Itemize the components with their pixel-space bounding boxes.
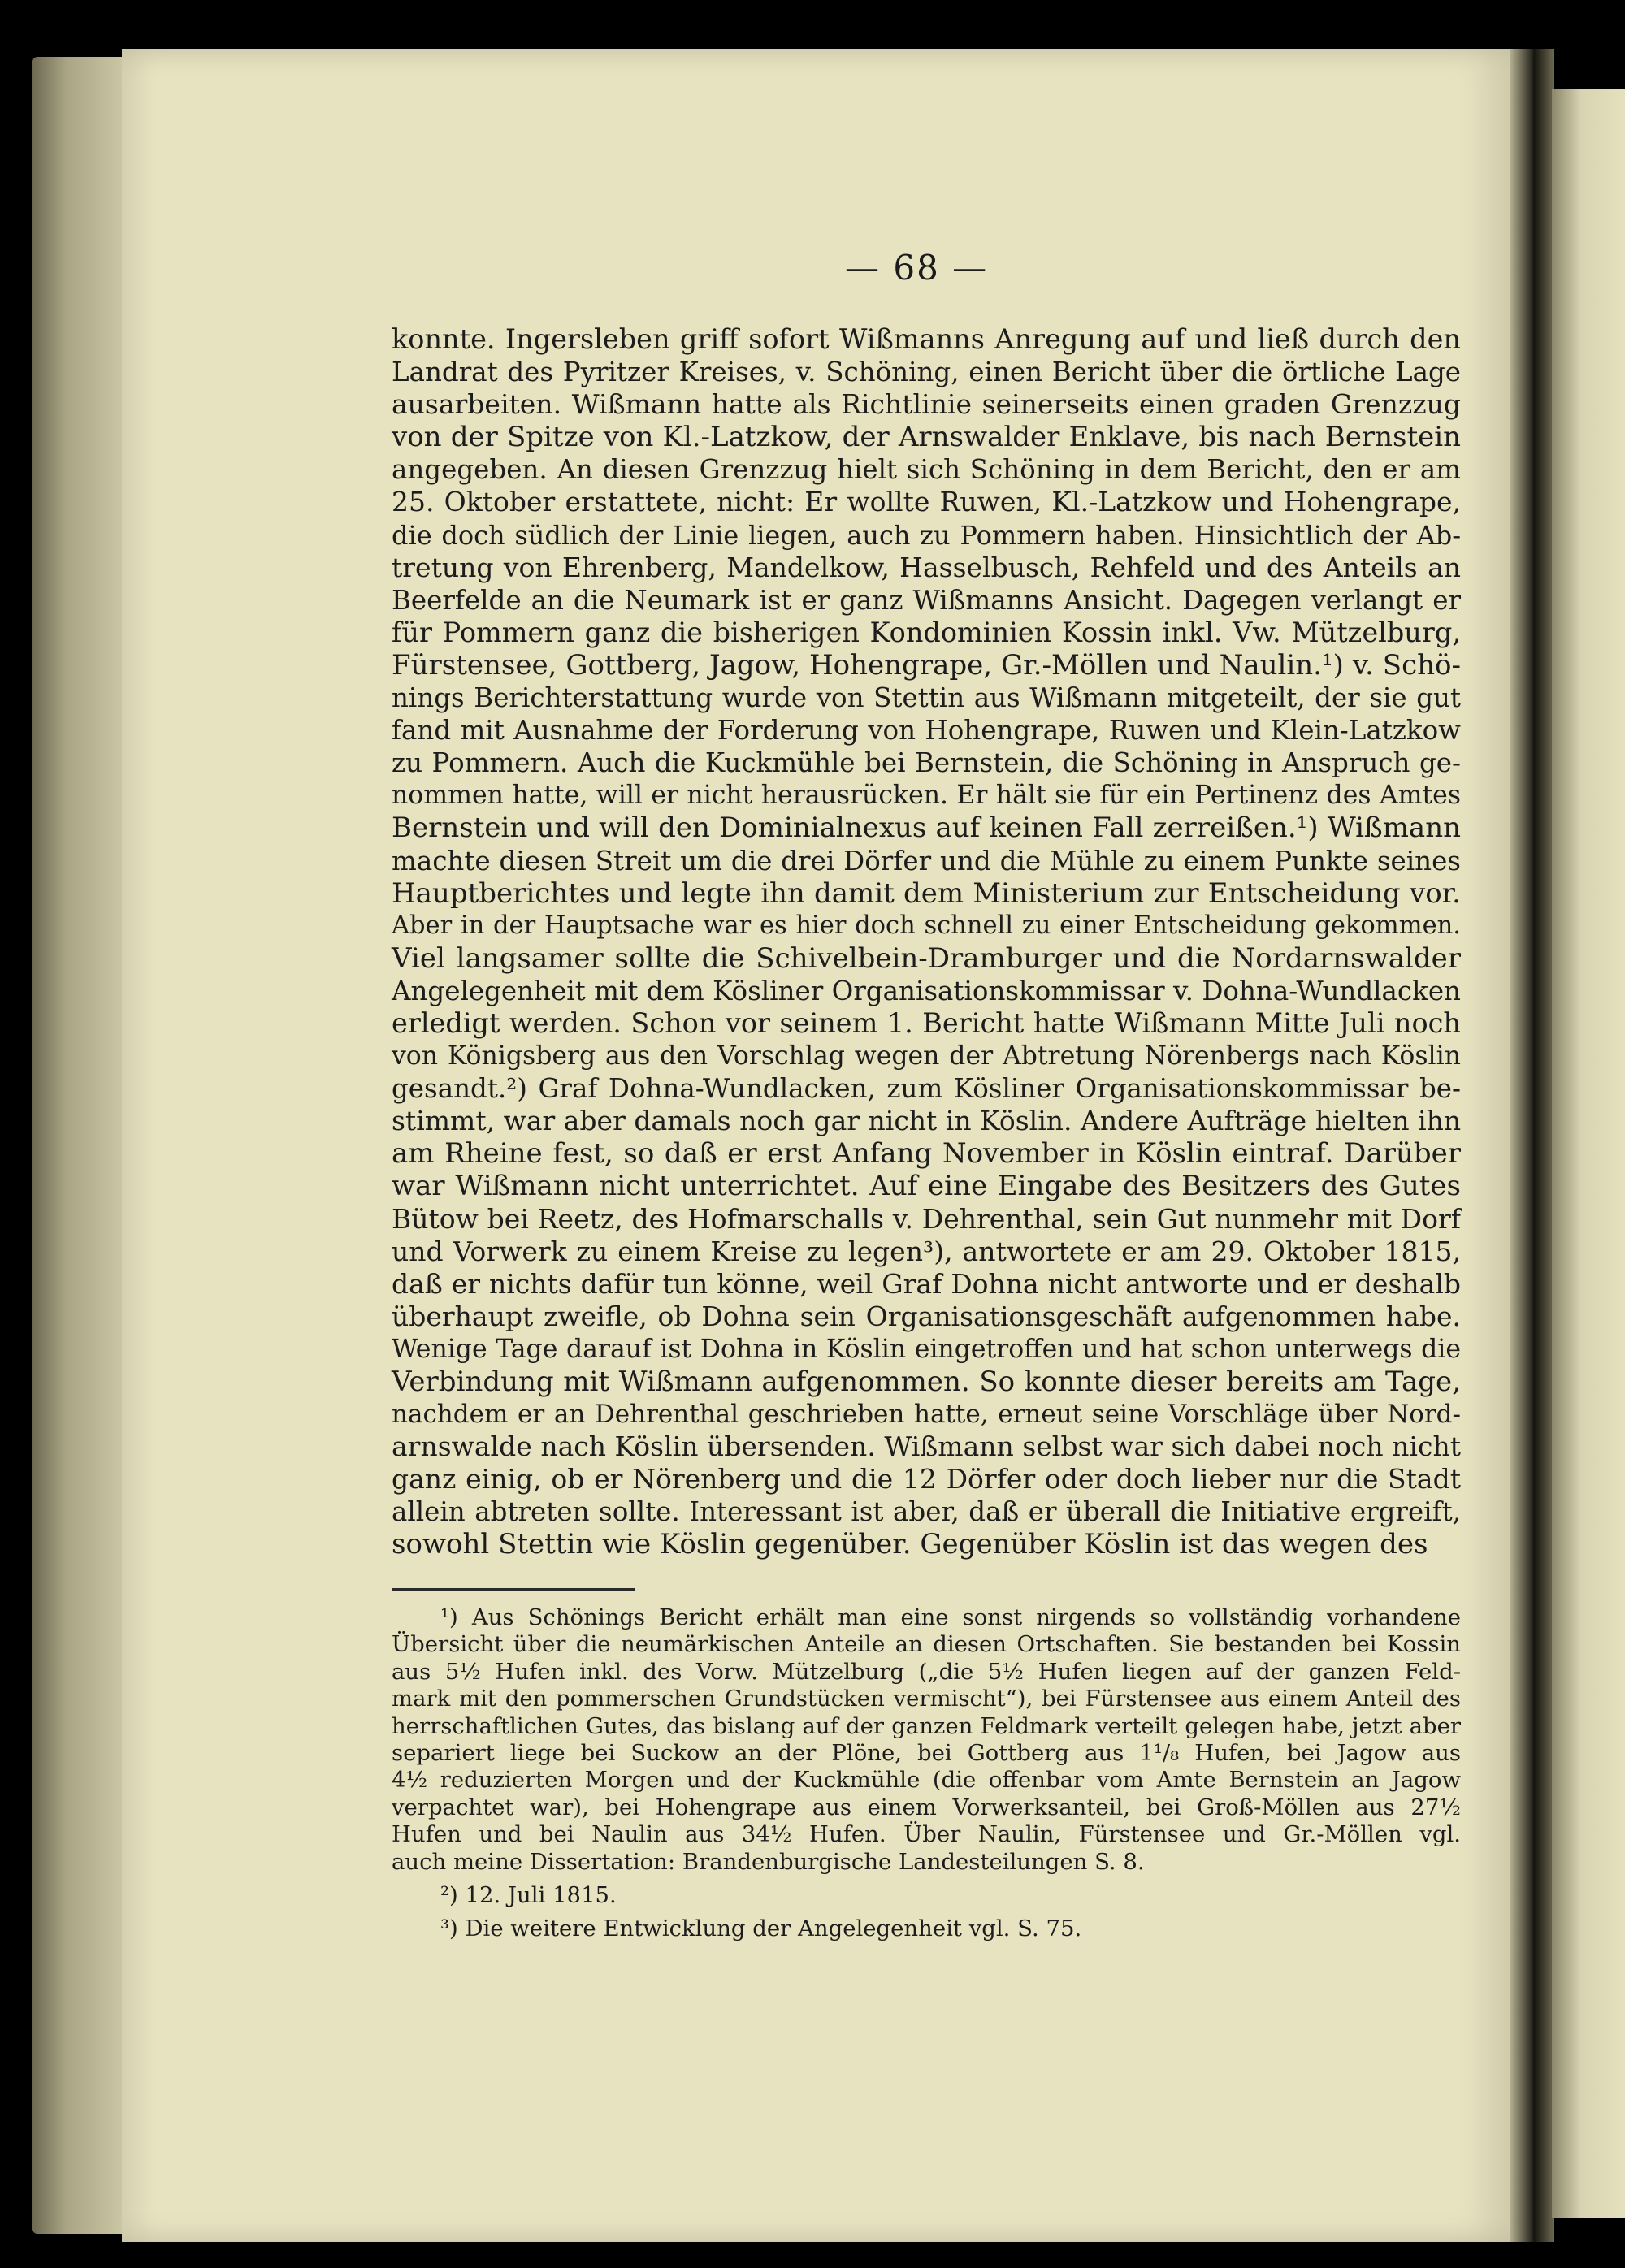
text-line: war Wißmann nicht unterrichtet. Auf eine Eingabe des Besitzers des Gutes bbox=[392, 1170, 1461, 1203]
text-line: arnswalde nach Köslin übersenden. Wißmann selbst war sich dabei noch nicht bbox=[392, 1430, 1461, 1463]
text-line: und Vorwerk zu einem Kreise zu legen³), antwortete er am 29. Oktober 1815, bbox=[392, 1235, 1461, 1267]
footnote-rule bbox=[392, 1588, 635, 1591]
text-line: Fürstensee, Gottberg, Jagow, Hohengrape, Gr.-Möllen und Naulin.¹) v. Schö- bbox=[392, 648, 1461, 682]
footnote-1-line: Übersicht über die neumärkischen Anteile an diesen Ortschaften. Sie bestanden bei Kossin bbox=[392, 1631, 1461, 1658]
text-line: Aber in der Hauptsache war es hier doch schnell zu einer Entscheidung gekommen. bbox=[392, 911, 1461, 940]
footnote-3: ³) Die weitere Entwicklung der Angelegenheit vgl. S. 75. bbox=[440, 1915, 1082, 1942]
footnote-1-line: verpachtet war), bei Hohengrape aus einem Vorwerksanteil, bei Groß-Möllen aus 27½ bbox=[392, 1794, 1461, 1820]
text-line: die doch südlich der Linie liegen, auch zu Pommern haben. Hinsichtlich der Ab- bbox=[392, 519, 1461, 551]
footnote-1-line: auch meine Dissertation: Brandenburgische Landesteilungen S. 8. bbox=[392, 1848, 1145, 1875]
facing-page-edge bbox=[1552, 89, 1625, 2218]
text-line: machte diesen Streit um die drei Dörfer und die Mühle zu einem Punkte seines bbox=[392, 845, 1461, 876]
text-line: Bernstein und will den Dominialnexus auf keinen Fall zerreißen.¹) Wißmann bbox=[392, 812, 1461, 845]
page-number: — 68 — bbox=[845, 248, 989, 288]
text-line: gesandt.²) Graf Dohna-Wundlacken, zum Kösliner Organisationskommissar be- bbox=[392, 1073, 1461, 1105]
footnote-1-line: aus 5½ Hufen inkl. des Vorw. Mützelburg („die 5½ Hufen liegen auf der ganzen Feld- bbox=[392, 1658, 1461, 1685]
footnote-1-line: Hufen und bei Naulin aus 34½ Hufen. Über Naulin, Fürstensee und Gr.-Möllen vgl. bbox=[392, 1821, 1461, 1848]
text-line: stimmt, war aber damals noch gar nicht in Köslin. Andere Aufträge hielten ihn bbox=[392, 1105, 1462, 1137]
book-page-edges bbox=[32, 57, 130, 2234]
text-line: ausarbeiten. Wißmann hatte als Richtlinie seinerseits einen graden Grenzzug bbox=[392, 388, 1461, 421]
footnote-2: ²) 12. Juli 1815. bbox=[440, 1881, 617, 1908]
text-line: fand mit Ausnahme der Forderung von Hohengrape, Ruwen und Klein-Latzkow bbox=[392, 715, 1461, 747]
text-line: von der Spitze von Kl.-Latzkow, der Arnswalder Enklave, bis nach Bernstein bbox=[392, 421, 1461, 454]
footnote-1-line: 4½ reduzierten Morgen und der Kuckmühle (die offenbar vom Amte Bernstein an Jagow bbox=[392, 1767, 1461, 1794]
text-line: ganz einig, ob er Nörenberg und die 12 Dörfer oder doch lieber nur die Stadt bbox=[392, 1463, 1461, 1495]
text-line: Wenige Tage darauf ist Dohna in Köslin eingetroffen und hat schon unterwegs die bbox=[392, 1334, 1461, 1364]
text-line: 25. Oktober erstattete, nicht: Er wollte Ruwen, Kl.-Latzkow und Hohengrape, bbox=[392, 486, 1461, 518]
text-line: tretung von Ehrenberg, Mandelkow, Hasselbusch, Rehfeld und des Anteils an bbox=[392, 551, 1461, 583]
text-line: am Rheine fest, so daß er erst Anfang November in Köslin eintraf. Darüber bbox=[392, 1137, 1461, 1171]
text-line: Bütow bei Reetz, des Hofmarschalls v. Dehrenthal, sein Gut nunmehr mit Dorf bbox=[392, 1202, 1461, 1235]
text-line: Beerfelde an die Neumark ist er ganz Wißmanns Ansicht. Dagegen verlangt er bbox=[392, 584, 1461, 616]
text-line: für Pommern ganz die bisherigen Kondominien Kossin inkl. Vw. Mützelburg, bbox=[392, 616, 1461, 648]
text-line: allein abtreten sollte. Interessant ist aber, daß er überall die Initiative ergreift, bbox=[392, 1496, 1461, 1528]
footnote-1-line: herrschaftlichen Gutes, das bislang auf der ganzen Feldmark verteilt gelegen habe, jetzt aber bbox=[392, 1712, 1461, 1739]
text-line: überhaupt zweifle, ob Dohna sein Organisationsgeschäft aufgenommen habe. bbox=[392, 1300, 1461, 1332]
text-line: konnte. Ingersleben griff sofort Wißmanns Anregung auf und ließ durch den bbox=[392, 323, 1461, 355]
text-line: Viel langsamer sollte die Schivelbein-Dramburger und die Nordarnswalder bbox=[392, 941, 1461, 975]
text-line: daß er nichts dafür tun könne, weil Graf Dohna nicht antworte und er deshalb bbox=[392, 1267, 1461, 1300]
text-line: von Königsberg aus den Vorschlag wegen der Abtretung Nörenbergs nach Köslin bbox=[392, 1041, 1461, 1071]
footnotes bbox=[392, 1604, 1461, 1943]
footnote-1-line: separiert liege bei Suckow an der Plöne, bei Gottberg aus 1¹/₈ Hufen, bei Jagow aus bbox=[392, 1739, 1461, 1766]
text-line: nommen hatte, will er nicht herausrücken. Er hält sie für ein Pertinenz des Amtes bbox=[392, 781, 1461, 811]
footnote-1-line: ¹) Aus Schönings Bericht erhält man eine sonst nirgends so vollständig vorhandene bbox=[440, 1604, 1461, 1630]
body-text bbox=[392, 323, 1461, 1561]
text-line: Hauptberichtes und legte ihn damit dem Ministerium zur Entscheidung vor. bbox=[392, 876, 1461, 910]
text-line: zu Pommern. Auch die Kuckmühle bei Bernstein, die Schöning in Anspruch ge- bbox=[392, 747, 1461, 779]
text-line: Verbindung mit Wißmann aufgenommen. So konnte dieser bereits am Tage, bbox=[392, 1366, 1461, 1398]
text-line: erledigt werden. Schon vor seinem 1. Bericht hatte Wißmann Mitte Juli noch bbox=[392, 1006, 1461, 1039]
footnote-1-line: mark mit den pommerschen Grundstücken vermischt“), bei Fürstensee aus einem Anteil des bbox=[392, 1686, 1461, 1712]
text-line: nachdem er an Dehrenthal geschrieben hatte, erneut seine Vorschläge über Nord- bbox=[392, 1400, 1461, 1430]
text-line: nings Berichterstattung wurde von Stettin aus Wißmann mitgeteilt, der sie gut bbox=[392, 682, 1461, 714]
text-line: Landrat des Pyritzer Kreises, v. Schöning, einen Bericht über die örtliche Lage bbox=[392, 357, 1461, 388]
text-line: angegeben. An diesen Grenzzug hielt sich Schöning in dem Bericht, den er am bbox=[392, 454, 1461, 486]
text-line: sowohl Stettin wie Köslin gegenüber. Gegenüber Köslin ist das wegen des bbox=[392, 1528, 1428, 1561]
text-line: Angelegenheit mit dem Kösliner Organisationskommissar v. Dohna-Wundlacken bbox=[392, 975, 1461, 1006]
book-gutter bbox=[1510, 49, 1554, 2242]
